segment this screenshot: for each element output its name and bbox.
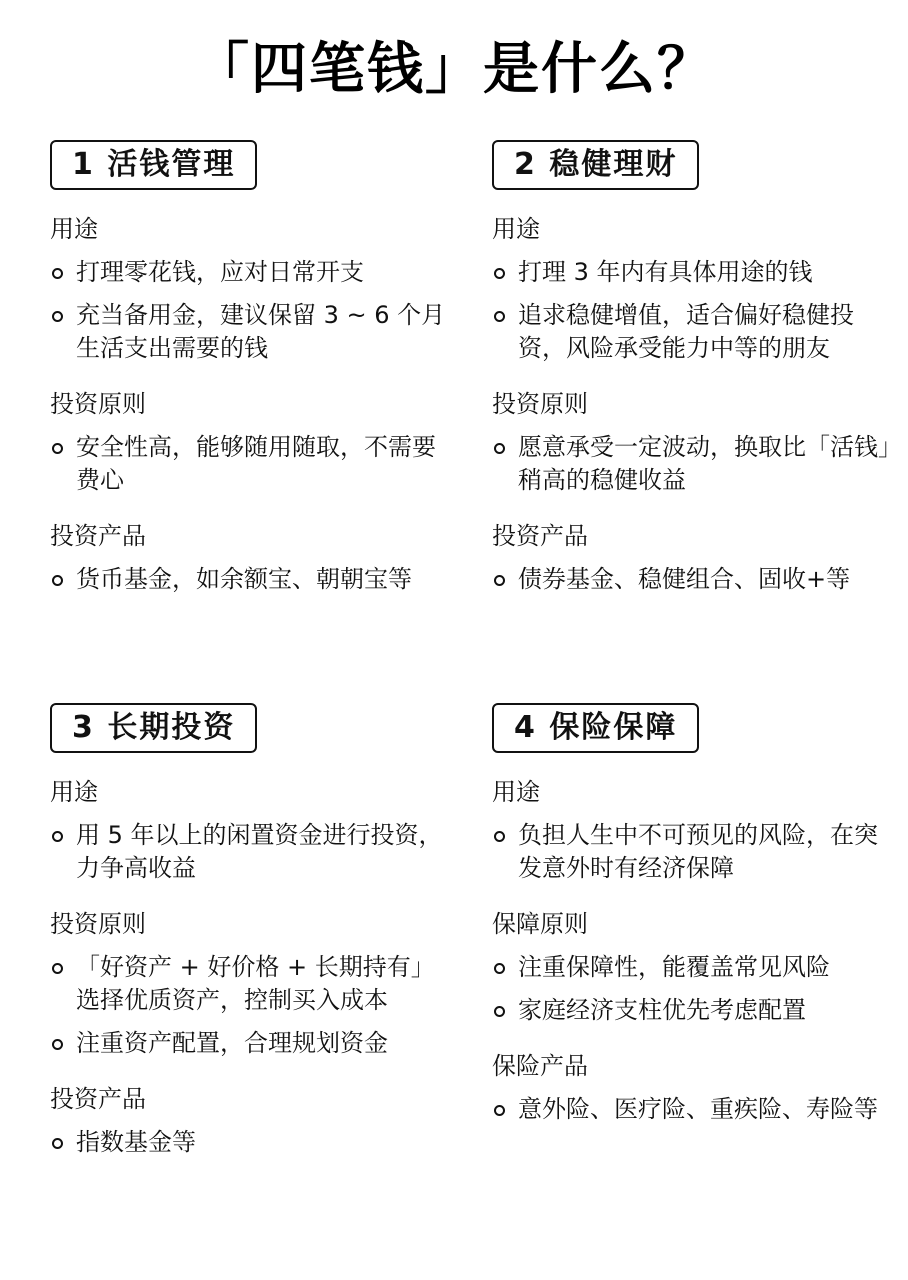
bullet-item (492, 994, 892, 1027)
bullet-item (492, 563, 892, 596)
card-section (492, 775, 892, 885)
bullet-text: 负担人生中不可预见的风险，在突发意外时有经济保障 (518, 821, 878, 882)
card-section (492, 907, 892, 1027)
bullet-list (492, 1093, 892, 1126)
section-title: 用途 (50, 778, 98, 806)
bullet-list (50, 1126, 450, 1159)
section-title: 投资原则 (50, 910, 146, 938)
bullet-text: 指数基金等 (76, 1128, 196, 1156)
bullet-dot-icon (52, 831, 63, 842)
card-2 (492, 140, 892, 606)
bullet-dot-icon (52, 443, 63, 454)
bullet-item (492, 431, 892, 497)
bullet-dot-icon (494, 268, 505, 279)
bullet-dot-icon (494, 311, 505, 322)
card-section (492, 212, 892, 365)
bullet-text: 充当备用金，建议保留 3 ~ 6 个月生活支出需要的钱 (76, 301, 446, 362)
bullet-dot-icon (494, 831, 505, 842)
card-section (492, 1049, 892, 1126)
card-badge: 1 活钱管理 (50, 140, 257, 190)
card-4 (492, 703, 892, 1136)
card-section (50, 212, 450, 365)
bullet-text: 「好资产 + 好价格 + 长期持有」选择优质资产，控制买入成本 (76, 953, 435, 1014)
bullet-list (492, 951, 892, 1027)
bullet-dot-icon (52, 1138, 63, 1149)
section-title: 投资产品 (492, 522, 588, 550)
bullet-text: 债券基金、稳健组合、固收+等 (518, 565, 851, 593)
card-3 (50, 703, 450, 1169)
bullet-text: 安全性高，能够随用随取，不需要费心 (76, 433, 436, 494)
bullet-item (50, 431, 450, 497)
section-title: 投资产品 (50, 522, 146, 550)
bullet-dot-icon (52, 311, 63, 322)
section-title: 保险产品 (492, 1052, 588, 1080)
bullet-text: 注重资产配置，合理规划资金 (76, 1029, 388, 1057)
bullet-item (50, 563, 450, 596)
bullet-text: 打理 3 年内有具体用途的钱 (518, 258, 813, 286)
bullet-text: 愿意承受一定波动，换取比「活钱」稍高的稳健收益 (518, 433, 890, 494)
card-badge: 2 稳健理财 (492, 140, 699, 190)
bullet-item (50, 819, 450, 885)
bullet-list (492, 256, 892, 365)
page-title: 「四笔钱」是什么？ (193, 37, 715, 102)
bullet-list (50, 256, 450, 365)
bullet-dot-icon (494, 575, 505, 586)
bullet-list (50, 951, 450, 1060)
bullet-text: 追求稳健增值，适合偏好稳健投资，风险承受能力中等的朋友 (518, 301, 854, 362)
bullet-dot-icon (52, 575, 63, 586)
bullet-list (492, 563, 892, 596)
bullet-list (50, 819, 450, 885)
bullet-list (492, 819, 892, 885)
bullet-item (492, 256, 892, 289)
section-title: 投资产品 (50, 1085, 146, 1113)
bullet-item (492, 1093, 892, 1126)
bullet-item (492, 819, 892, 885)
bullet-dot-icon (52, 268, 63, 279)
section-title: 投资原则 (492, 390, 588, 418)
card-section (50, 387, 450, 497)
card-1 (50, 140, 450, 606)
section-title: 投资原则 (50, 390, 146, 418)
bullet-list (50, 431, 450, 497)
bullet-list (492, 431, 892, 497)
section-title: 用途 (492, 778, 540, 806)
bullet-item (492, 951, 892, 984)
bullet-item (50, 256, 450, 289)
card-section (50, 907, 450, 1060)
bullet-text: 货币基金，如余额宝、朝朝宝等 (76, 565, 412, 593)
bullet-dot-icon (52, 963, 63, 974)
bullet-dot-icon (494, 963, 505, 974)
bullet-dot-icon (494, 443, 505, 454)
bullet-list (50, 563, 450, 596)
card-section (50, 775, 450, 885)
bullet-text: 用 5 年以上的闲置资金进行投资，力争高收益 (76, 821, 443, 882)
bullet-item (50, 1027, 450, 1060)
bullet-dot-icon (494, 1006, 505, 1017)
section-title: 用途 (492, 215, 540, 243)
bullet-text: 打理零花钱，应对日常开支 (76, 258, 364, 286)
card-badge: 4 保险保障 (492, 703, 699, 753)
section-title: 用途 (50, 215, 98, 243)
bullet-dot-icon (494, 1105, 505, 1116)
section-title: 保障原则 (492, 910, 588, 938)
bullet-item (50, 951, 450, 1017)
bullet-item (50, 299, 450, 365)
bullet-text: 家庭经济支柱优先考虑配置 (518, 996, 806, 1024)
bullet-item (50, 1126, 450, 1159)
bullet-text: 注重保障性，能覆盖常见风险 (518, 953, 830, 981)
card-section (492, 519, 892, 596)
bullet-dot-icon (52, 1039, 63, 1050)
card-section (50, 1082, 450, 1159)
card-section (50, 519, 450, 596)
bullet-item (492, 299, 892, 365)
card-section (492, 387, 892, 497)
card-badge: 3 长期投资 (50, 703, 257, 753)
bullet-text: 意外险、医疗险、重疾险、寿险等 (518, 1095, 878, 1123)
